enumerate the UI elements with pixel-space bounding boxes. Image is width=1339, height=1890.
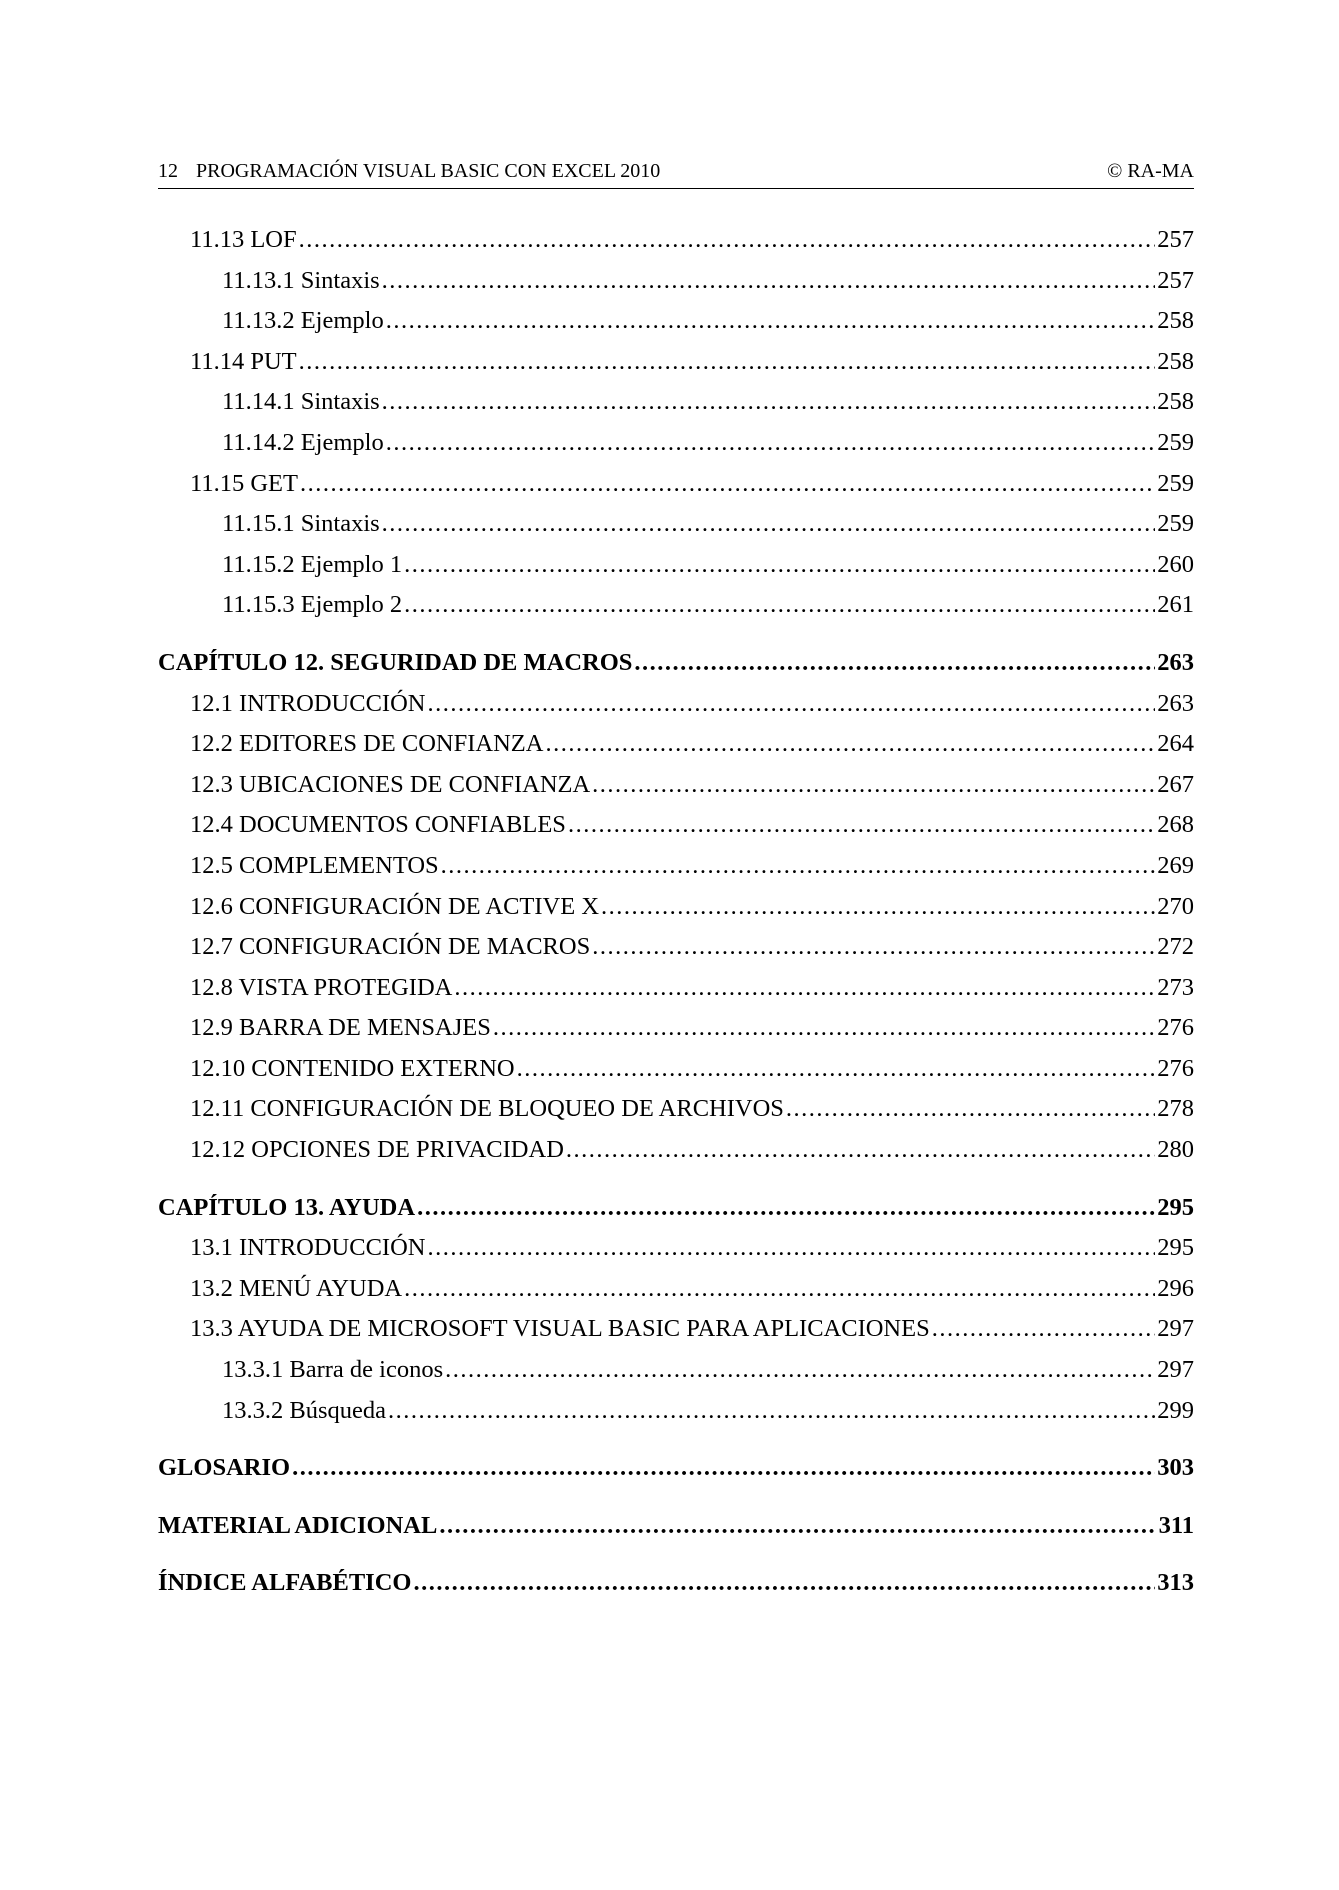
toc-entry-title: 12.5 COMPLEMENTOS (190, 851, 439, 879)
toc-entry-title: 11.14.1 Sintaxis (222, 388, 380, 416)
toc-dot-leader (592, 771, 1155, 799)
toc-entry-title: GLOSARIO (158, 1454, 291, 1482)
toc-dot-leader (634, 649, 1155, 677)
toc-dot-leader (292, 1454, 1155, 1482)
toc-entry-title: 13.3 AYUDA DE MICROSOFT VISUAL BASIC PARA APLICACIONES (190, 1315, 930, 1343)
toc-entry (158, 1228, 1194, 1269)
toc-entry (158, 968, 1194, 1009)
toc-dot-leader (441, 852, 1156, 880)
toc-entry-page: 258 (1157, 388, 1194, 416)
toc-entry (158, 765, 1194, 806)
toc-entry-title: 12.6 CONFIGURACIÓN DE ACTIVE X (190, 892, 600, 920)
toc-entry (158, 220, 1194, 261)
toc-entry-title: CAPÍTULO 13. AYUDA (158, 1193, 416, 1221)
table-of-contents (158, 220, 1194, 1604)
toc-entry-title: 12.2 EDITORES DE CONFIANZA (190, 730, 544, 758)
toc-entry-page: 257 (1157, 266, 1194, 294)
toc-entry-page: 303 (1157, 1454, 1194, 1482)
toc-dot-leader (454, 974, 1155, 1002)
toc-dot-leader (404, 1275, 1155, 1303)
toc-entry (158, 846, 1194, 887)
toc-entry-page: 311 (1158, 1511, 1194, 1539)
toc-dot-leader (427, 690, 1155, 718)
toc-entry-page: 299 (1157, 1396, 1194, 1424)
toc-entry (158, 545, 1194, 586)
toc-entry-page: 278 (1157, 1095, 1194, 1123)
toc-dot-leader (404, 591, 1155, 619)
toc-chapter-entry (158, 643, 1194, 684)
toc-dot-leader (786, 1095, 1155, 1123)
toc-entry-page: 297 (1157, 1356, 1194, 1384)
toc-entry-page: 270 (1157, 892, 1194, 920)
toc-entry-title: 11.13.2 Ejemplo (222, 307, 384, 335)
toc-entry-page: 272 (1157, 933, 1194, 961)
toc-entry-title: 12.7 CONFIGURACIÓN DE MACROS (190, 933, 591, 961)
toc-entry-title: 11.13.1 Sintaxis (222, 266, 380, 294)
toc-entry (158, 342, 1194, 383)
toc-entry-page: 267 (1157, 770, 1194, 798)
toc-dot-leader (382, 510, 1156, 538)
toc-dot-leader (382, 267, 1156, 295)
toc-entry-title: 13.1 INTRODUCCIÓN (190, 1234, 426, 1262)
toc-entry (158, 1130, 1194, 1171)
toc-chapter-entry (158, 1188, 1194, 1229)
toc-entry-title: 11.14.2 Ejemplo (222, 428, 384, 456)
toc-dot-leader (601, 893, 1155, 921)
toc-dot-leader (382, 388, 1156, 416)
toc-dot-leader (439, 1512, 1156, 1540)
toc-entry-title: 11.14 PUT (190, 347, 297, 375)
toc-entry (158, 887, 1194, 928)
toc-dot-leader (413, 1569, 1155, 1597)
toc-entry-page: 296 (1157, 1274, 1194, 1302)
toc-dot-leader (404, 551, 1155, 579)
toc-entry-page: 257 (1157, 226, 1194, 253)
toc-entry-page: 259 (1157, 469, 1194, 497)
toc-entry (158, 464, 1194, 505)
page-number: 12 (158, 160, 178, 182)
running-header (158, 158, 1194, 189)
toc-entry-page: 297 (1157, 1315, 1194, 1343)
toc-dot-leader (300, 470, 1155, 498)
toc-entry (158, 724, 1194, 765)
toc-entry-title: 12.9 BARRA DE MENSAJES (190, 1014, 491, 1042)
toc-entry (158, 504, 1194, 545)
toc-entry (158, 585, 1194, 626)
toc-dot-leader (386, 307, 1156, 335)
toc-entry-page: 313 (1157, 1569, 1194, 1597)
toc-entry (158, 1008, 1194, 1049)
toc-entry-title: ÍNDICE ALFABÉTICO (158, 1569, 412, 1597)
toc-entry (158, 261, 1194, 302)
toc-dot-leader (388, 1397, 1155, 1425)
toc-entry-title: 11.13 LOF (190, 226, 297, 253)
toc-dot-leader (417, 1194, 1155, 1222)
toc-entry (158, 1391, 1194, 1432)
toc-entry-title: 11.15.2 Ejemplo 1 (222, 550, 403, 578)
toc-dot-leader (299, 226, 1156, 254)
toc-entry-page: 280 (1157, 1136, 1194, 1164)
toc-entry (158, 927, 1194, 968)
toc-entry-title: CAPÍTULO 12. SEGURIDAD DE MACROS (158, 648, 633, 676)
toc-dot-leader (517, 1055, 1156, 1083)
toc-entry-page: 263 (1157, 648, 1194, 676)
toc-entry (158, 805, 1194, 846)
toc-entry-title: 11.15.3 Ejemplo 2 (222, 591, 403, 619)
toc-entry-page: 259 (1157, 510, 1194, 538)
toc-dot-leader (493, 1014, 1155, 1042)
toc-entry-page: 263 (1157, 689, 1194, 717)
toc-entry-title: 12.10 CONTENIDO EXTERNO (190, 1054, 515, 1082)
toc-entry-page: 295 (1157, 1193, 1194, 1221)
toc-entry-page: 264 (1157, 730, 1194, 758)
toc-entry-page: 261 (1157, 591, 1194, 619)
toc-dot-leader (299, 348, 1156, 376)
toc-entry (158, 1309, 1194, 1350)
toc-dot-leader (545, 730, 1155, 758)
toc-entry (158, 1269, 1194, 1310)
toc-entry (158, 382, 1194, 423)
toc-dot-leader (932, 1315, 1156, 1343)
toc-chapter-entry (158, 1506, 1194, 1547)
toc-entry-page: 273 (1157, 973, 1194, 1001)
toc-dot-leader (427, 1234, 1155, 1262)
toc-entry-page: 295 (1157, 1234, 1194, 1262)
toc-entry-page: 276 (1157, 1014, 1194, 1042)
toc-entry-title: 13.2 MENÚ AYUDA (190, 1274, 403, 1302)
toc-entry-title: 12.11 CONFIGURACIÓN DE BLOQUEO DE ARCHIVOS (190, 1095, 784, 1123)
toc-dot-leader (386, 429, 1156, 457)
toc-entry-page: 258 (1157, 347, 1194, 375)
toc-entry-page: 260 (1157, 550, 1194, 578)
toc-entry-title: 12.3 UBICACIONES DE CONFIANZA (190, 770, 591, 798)
toc-chapter-entry (158, 1563, 1194, 1604)
toc-entry-page: 276 (1157, 1054, 1194, 1082)
toc-entry (158, 684, 1194, 725)
toc-dot-leader (445, 1356, 1155, 1384)
toc-entry-title: 13.3.1 Barra de iconos (222, 1356, 444, 1384)
toc-entry-page: 259 (1157, 428, 1194, 456)
toc-entry-page: 258 (1157, 307, 1194, 335)
toc-dot-leader (568, 811, 1155, 839)
toc-entry (158, 1350, 1194, 1391)
book-title: PROGRAMACIÓN VISUAL BASIC CON EXCEL 2010 (196, 160, 661, 182)
toc-entry-title: 11.15.1 Sintaxis (222, 510, 380, 538)
toc-entry-page: 268 (1157, 811, 1194, 839)
toc-entry-page: 269 (1157, 851, 1194, 879)
toc-entry-title: MATERIAL ADICIONAL (158, 1511, 438, 1539)
toc-dot-leader (566, 1136, 1155, 1164)
toc-entry (158, 423, 1194, 464)
toc-entry-title: 12.4 DOCUMENTOS CONFIABLES (190, 811, 566, 839)
toc-entry (158, 1089, 1194, 1130)
toc-entry-title: 13.3.2 Búsqueda (222, 1396, 386, 1424)
toc-dot-leader (592, 933, 1155, 961)
toc-chapter-entry (158, 1448, 1194, 1489)
toc-entry (158, 1049, 1194, 1090)
toc-entry-title: 12.1 INTRODUCCIÓN (190, 689, 426, 717)
toc-entry-title: 12.8 VISTA PROTEGIDA (190, 973, 453, 1001)
publisher-mark: © RA-MA (1107, 160, 1194, 182)
toc-entry-title: 12.12 OPCIONES DE PRIVACIDAD (190, 1136, 564, 1164)
header-left (158, 158, 660, 184)
toc-entry (158, 301, 1194, 342)
toc-entry-title: 11.15 GET (190, 469, 298, 497)
